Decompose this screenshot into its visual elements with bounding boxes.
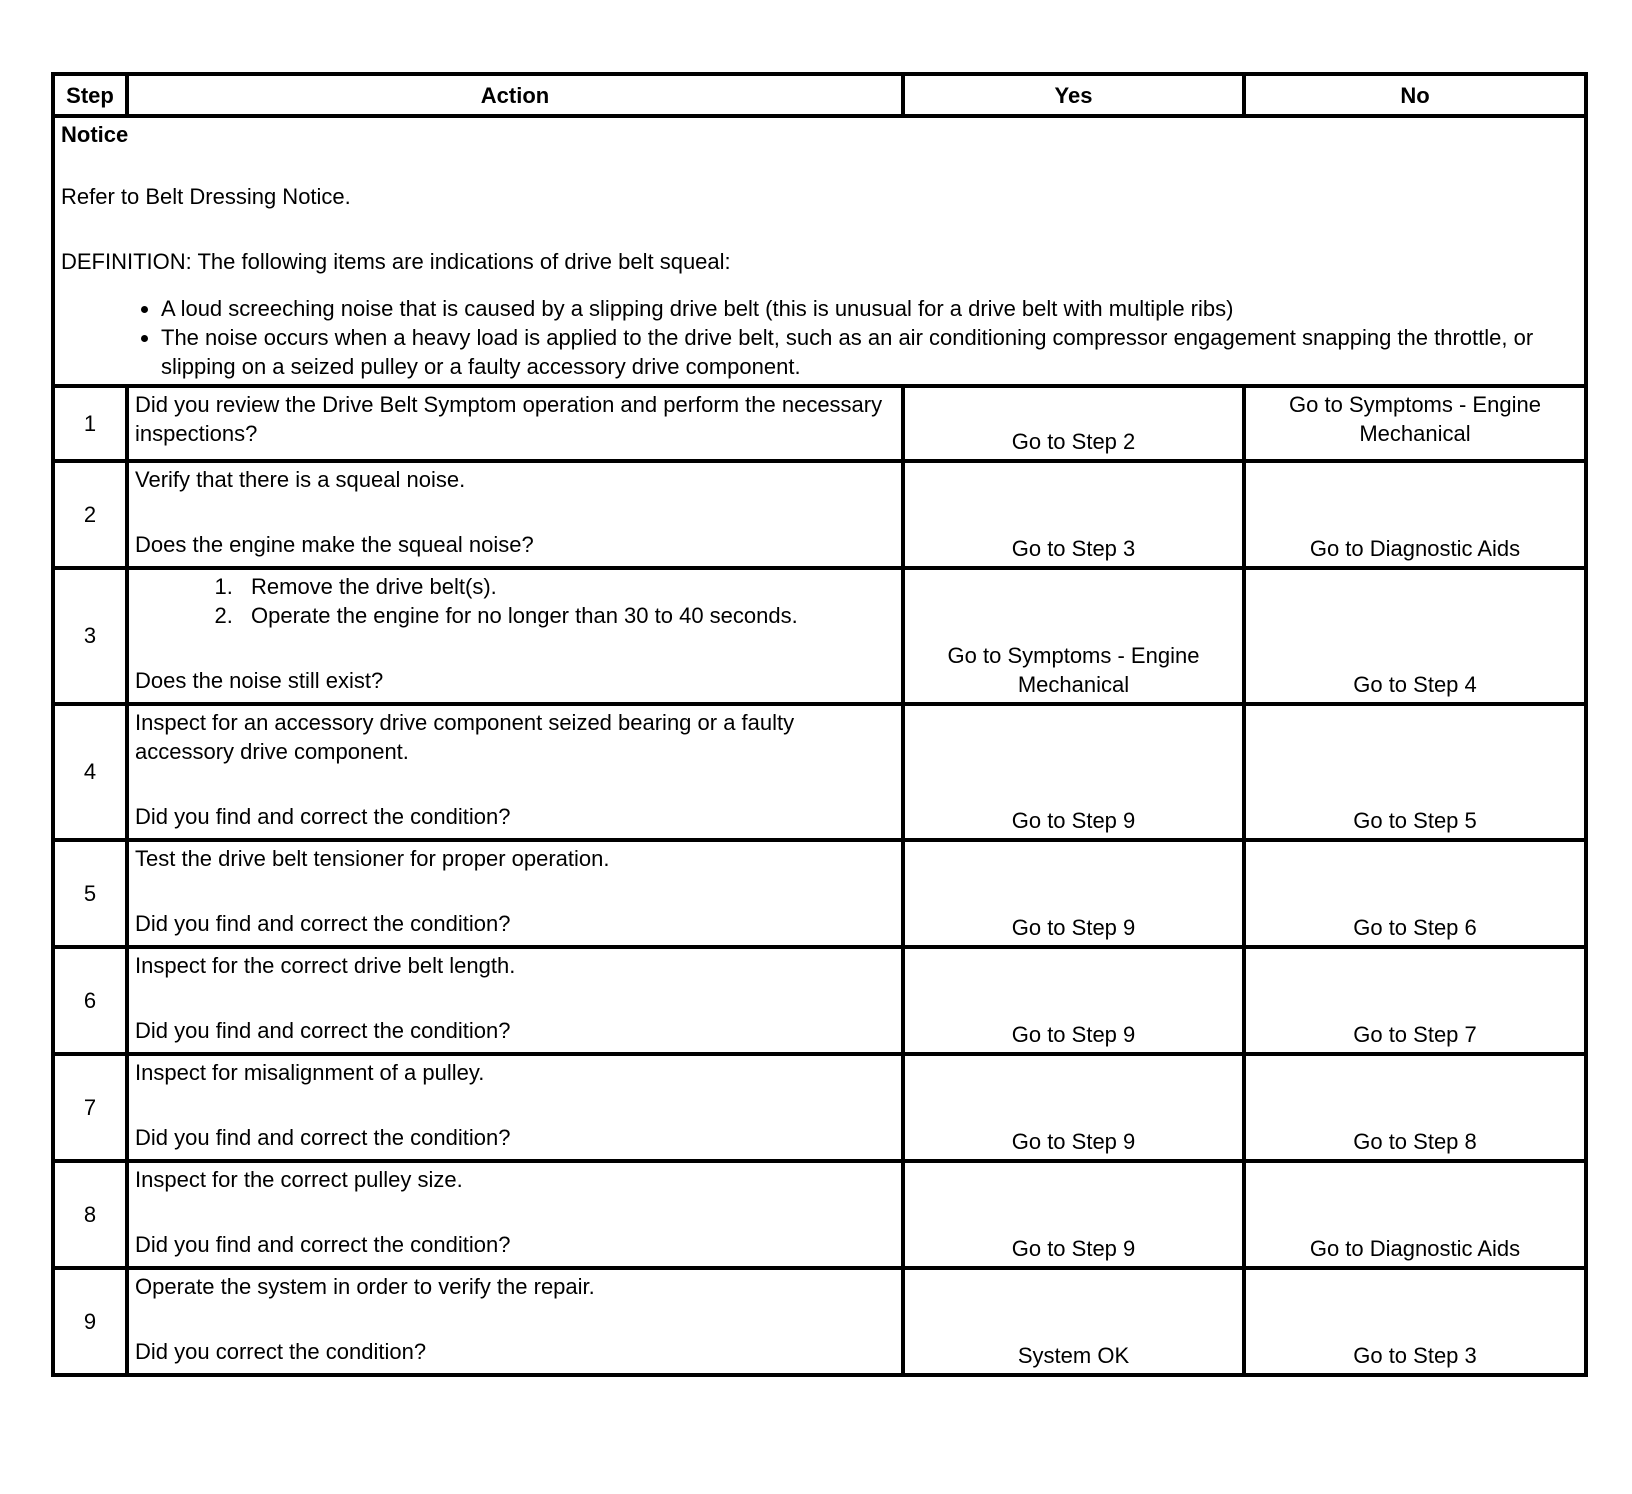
yes-outcome: Go to Step 2 [903,386,1244,461]
action-text: Operate the system in order to verify the repair. [135,1274,595,1299]
no-outcome: Go to Step 7 [1244,947,1586,1054]
header-action: Action [127,74,903,116]
yes-outcome: Go to Symptoms - Engine Mechanical [903,568,1244,704]
action-question: Does the engine make the squeal noise? [135,532,534,557]
action-text: Inspect for the correct pulley size. [135,1167,463,1192]
action-question: Did you find and correct the condition? [135,1018,511,1043]
no-outcome: Go to Diagnostic Aids [1244,1161,1586,1268]
no-outcome: Go to Step 4 [1244,568,1586,704]
yes-outcome: Go to Step 3 [903,461,1244,568]
step-action [127,461,903,568]
action-question: Does the noise still exist? [135,668,384,693]
table-row [53,947,1586,1054]
diagnostic-table [51,72,1588,1377]
table-row [53,1054,1586,1161]
step-action [127,947,903,1054]
substep-item: 1. Remove the drive belt(s). [239,572,895,601]
notice-bullet: • A loud screeching noise that is caused by a slipping drive belt (this is unusual for a drive belt with multiple ribs) [161,294,1578,323]
notice-bullet: • The noise occurs when a heavy load is applied to the drive belt, such as an air conditioning compressor engagement snapping the throttle, or slipping on a seized pulley or a faulty accessory drive component. [161,323,1578,381]
step-action [127,1054,903,1161]
yes-outcome: Go to Step 9 [903,840,1244,947]
action-question: Did you find and correct the condition? [135,1232,511,1257]
step-number: 6 [53,947,127,1054]
table-header-row [53,74,1586,116]
step-number: 1 [53,386,127,461]
no-outcome: Go to Step 3 [1244,1268,1586,1375]
notice-definition: DEFINITION: The following items are indications of drive belt squeal: [61,249,731,274]
yes-outcome: Go to Step 9 [903,1054,1244,1161]
yes-outcome: System OK [903,1268,1244,1375]
table-row [53,1161,1586,1268]
table-row [53,704,1586,840]
no-outcome: Go to Step 5 [1244,704,1586,840]
header-step: Step [53,74,127,116]
step-number: 3 [53,568,127,704]
step-number: 5 [53,840,127,947]
action-question: Did you find and correct the condition? [135,804,511,829]
action-text: Verify that there is a squeal noise. [135,467,466,492]
step-action [127,840,903,947]
action-text: Inspect for misalignment of a pulley. [135,1060,485,1085]
step-number: 4 [53,704,127,840]
substep-list [135,572,895,630]
table-row [53,840,1586,947]
step-action [127,1268,903,1375]
yes-outcome: Go to Step 9 [903,947,1244,1054]
yes-outcome: Go to Step 9 [903,1161,1244,1268]
no-outcome: Go to Step 8 [1244,1054,1586,1161]
action-text: Inspect for the correct drive belt length. [135,953,516,978]
notice-title: Notice [61,122,129,147]
notice-cell [53,116,1586,386]
table-row [53,386,1586,461]
action-text: Inspect for an accessory drive component seized bearing or a faulty accessory drive component. [135,710,795,764]
no-outcome: Go to Step 6 [1244,840,1586,947]
step-number: 9 [53,1268,127,1375]
step-number: 2 [53,461,127,568]
action-text: Test the drive belt tensioner for proper operation. [135,846,610,871]
step-action [127,386,903,461]
action-question: Did you correct the condition? [135,1339,427,1364]
action-question: Did you find and correct the condition? [135,911,511,936]
notice-reference: Refer to Belt Dressing Notice. [61,184,351,209]
table-row [53,568,1586,704]
table-row [53,1268,1586,1375]
table-row [53,461,1586,568]
header-yes: Yes [903,74,1244,116]
step-number: 8 [53,1161,127,1268]
step-action [127,704,903,840]
step-number: 7 [53,1054,127,1161]
no-outcome: Go to Symptoms - Engine Mechanical [1244,386,1586,461]
header-no: No [1244,74,1586,116]
notice-row [53,116,1586,386]
yes-outcome: Go to Step 9 [903,704,1244,840]
notice-bullet-list [61,294,1578,381]
action-text: Did you review the Drive Belt Symptom operation and perform the necessary inspections? [135,392,883,446]
substep-item: 2. Operate the engine for no longer than 30 to 40 seconds. [239,601,895,630]
step-action [127,568,903,704]
action-question: Did you find and correct the condition? [135,1125,511,1150]
no-outcome: Go to Diagnostic Aids [1244,461,1586,568]
step-action [127,1161,903,1268]
